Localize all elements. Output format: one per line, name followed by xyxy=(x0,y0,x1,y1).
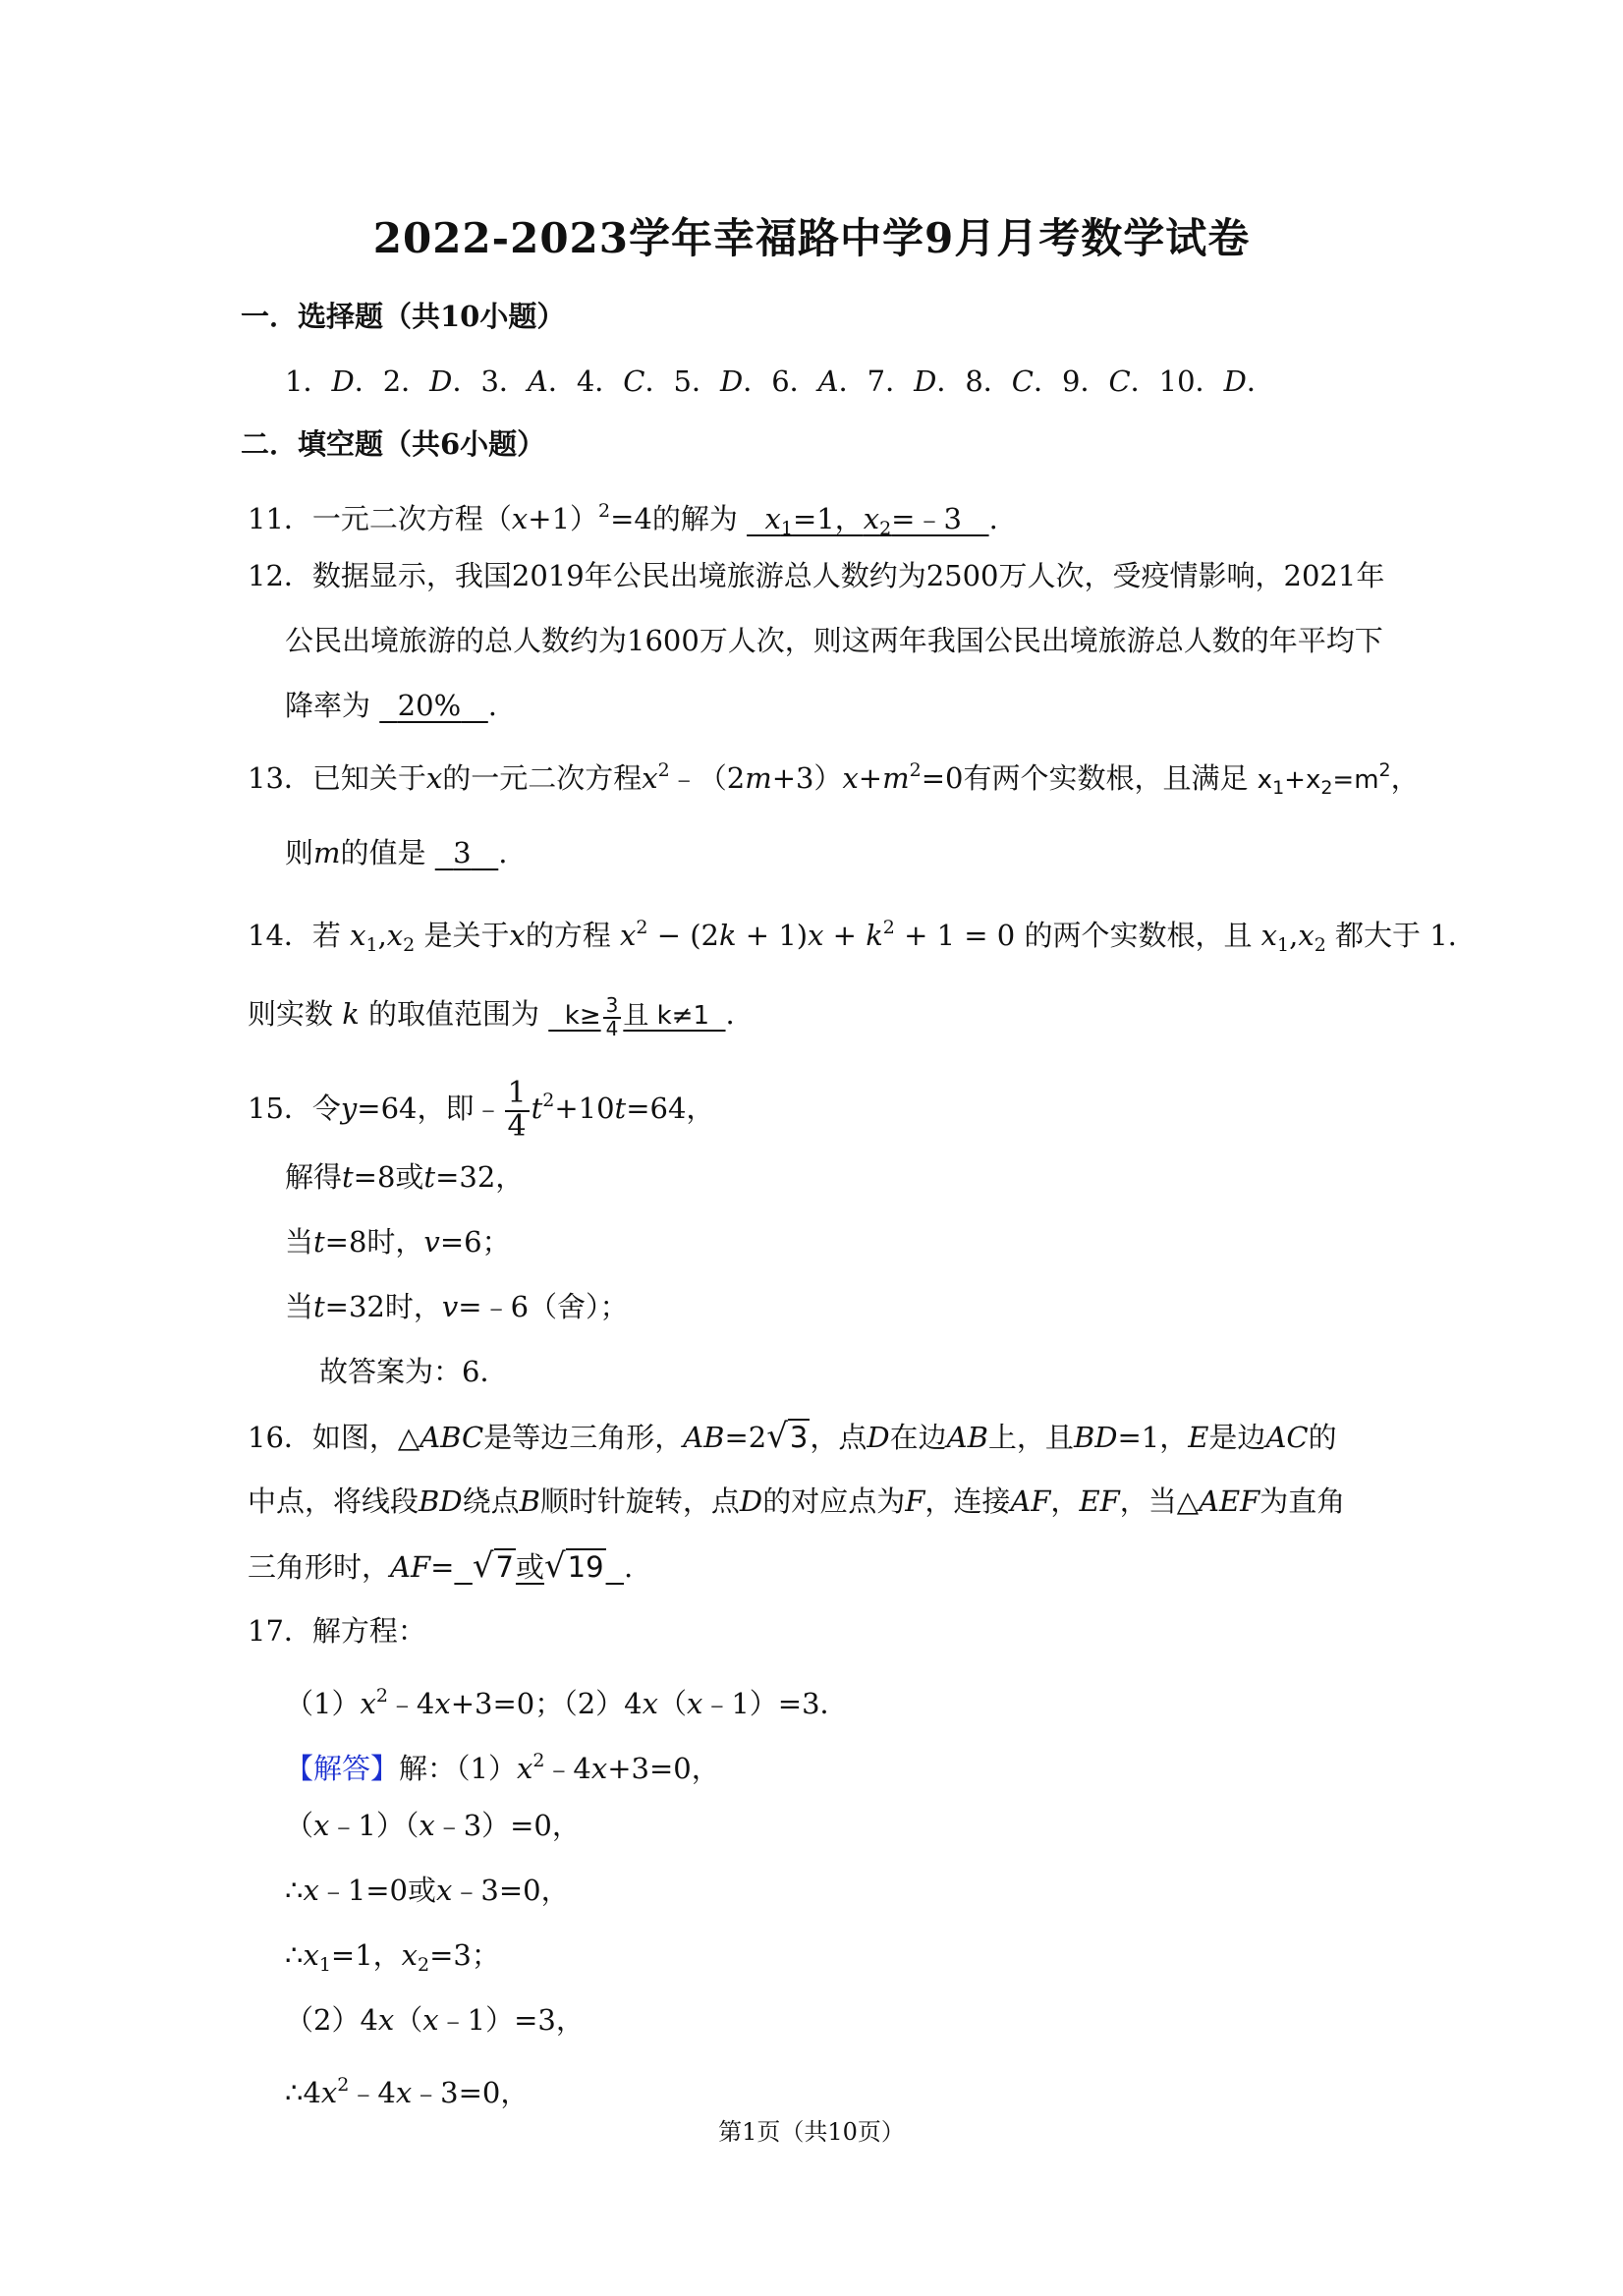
question-12-line2: 公民出境旅游的总人数约为1600万人次，则这两年我国公民出境旅游总人数的年平均下 xyxy=(285,624,1383,657)
question-14-line1: 14．若 $x_1,x_2$ 是关于x的方程 $x^2 - (2k + 1)x + k^2 + 1 = 0$ 的两个实数根，且 $x_1,x_2$ 都大于 1. xyxy=(248,917,1457,956)
question-17-solution-line1: 【解答】解：$(1)x^2﹣4x+3=0$， xyxy=(285,1750,720,1785)
answer-tag: 【解答】 xyxy=(285,1752,400,1785)
question-11: 11．一元二次方程$(x+1)^2=4$的解为 $x_1=1$，$x_2=﹣3$ . xyxy=(248,500,998,539)
question-13-line2: 则m的值是 3 . xyxy=(285,836,508,869)
question-17-solution-line4: $\therefore x_1=1$，$x_2=3$； xyxy=(285,1938,500,1976)
question-17-line1: 17．解方程： xyxy=(248,1614,426,1648)
question-12-line3: 降率为 20% . xyxy=(285,689,498,722)
question-12-line1: 12．数据显示，我国2019年公民出境旅游总人数约为2500万人次，受疫情影响，2021年 xyxy=(248,559,1385,592)
question-17-solution-line5: （2）4x（x﹣1）=3， xyxy=(285,2003,585,2037)
question-17-solution-line3: ∴x﹣1=0或x﹣3=0， xyxy=(285,1874,570,1907)
question-17-solution-line6: $\therefore 4x^2﹣4x﹣3=0$， xyxy=(285,2074,530,2109)
question-15-line1: 15．令y=64，即﹣ $\frac{1}{4}$ $t^2+10t=64$， xyxy=(248,1076,715,1144)
question-13-line1: 13．已知关于x的一元二次方程$x^2﹣(2m+3)x+m^2=0$有两个实数根，且满足 $x_1+x_2=m^2$， xyxy=(248,759,1420,799)
question-15-line2: 解得t=8或t=32， xyxy=(285,1160,525,1194)
question-14-line2: 则实数 k 的取值范围为 k≥ $\frac{3}{4}$ 且 k≠1 . xyxy=(248,992,735,1040)
question-16-line1: 16．如图，△ABC是等边三角形，AB=2√3，点D在边AB上，且BD=1，E是边AC的 xyxy=(248,1417,1337,1456)
question-15-line4: 当t=32时，v=﹣6（舍）； xyxy=(285,1290,629,1323)
question-17-solution-line2: （x﹣1）（x﹣3）=0， xyxy=(285,1809,581,1842)
page-title: 2022-2023学年幸福路中学9月月考数学试卷 xyxy=(372,214,1251,262)
section-choice-heading: 一．选择题（共10小题） xyxy=(241,300,566,333)
question-15-line3: 当t=8时，v=6； xyxy=(285,1225,511,1259)
question-15-line5: 故答案为：6． xyxy=(319,1355,509,1388)
question-17-line2: $(1)x^2﹣4x+3=0$；（2）4x（x﹣1）=3． xyxy=(285,1685,849,1720)
question-16-line3: 三角形时，AF= √7或√19 . xyxy=(248,1546,634,1586)
question-16-line2: 中点，将线段BD绕点B顺时针旋转，点D的对应点为F，连接AF，EF，当△AEF为直角 xyxy=(248,1484,1346,1518)
mc-answers: 1．D．2．D．3．A．4．C．5．D．6．A．7．D．8．C．9．C．10．D． xyxy=(285,364,1275,398)
page-footer: 第1页（共10页） xyxy=(718,2118,905,2146)
section-fill-heading: 二．填空题（共6小题） xyxy=(241,427,546,461)
